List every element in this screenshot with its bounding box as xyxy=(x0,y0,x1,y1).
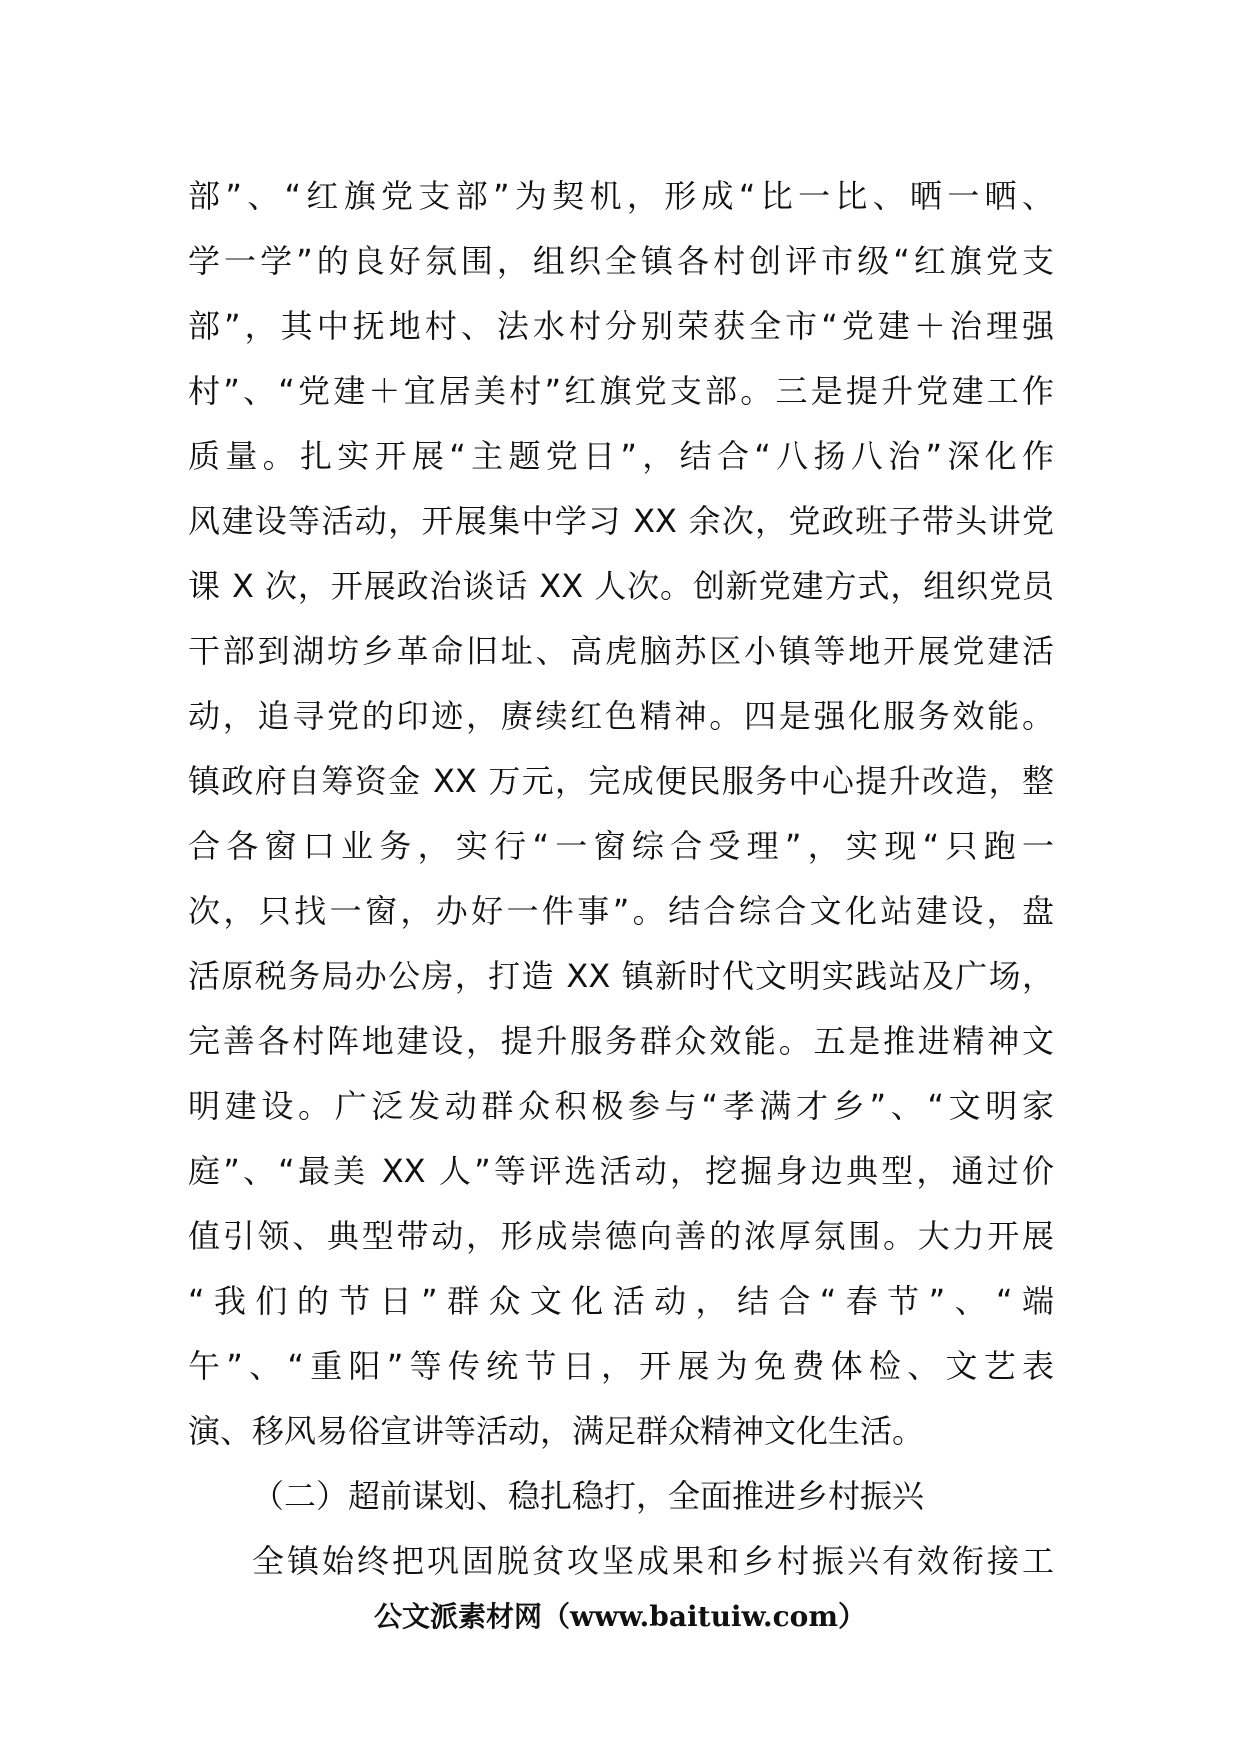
text-line: “我们的节日”群众文化活动，结合“春节”、“端 xyxy=(188,1282,1054,1320)
text-line: 值引领、典型带动，形成崇德向善的浓厚氛围。大力开展 xyxy=(188,1217,1054,1255)
footer-watermark: 公文派素材网（www.baituiw.com） xyxy=(374,1600,866,1633)
text-line: 完善各村阵地建设，提升服务群众效能。五是推进精神文 xyxy=(188,1022,1054,1060)
paragraph-start-line: 全镇始终把巩固脱贫攻坚成果和乡村振兴有效衔接工 xyxy=(252,1542,1054,1580)
text-line: 部”，其中抚地村、法水村分别荣获全市“党建＋治理强 xyxy=(188,307,1054,345)
text-line: 质量。扎实开展“主题党日”，结合“八扬八治”深化作 xyxy=(188,437,1054,475)
text-line: 课 X 次，开展政治谈话 XX 人次。创新党建方式，组织党员 xyxy=(188,567,1054,605)
text-line: 村”、“党建＋宜居美村”红旗党支部。三是提升党建工作 xyxy=(188,372,1054,410)
text-line: 明建设。广泛发动群众积极参与“孝满才乡”、“文明家 xyxy=(188,1087,1054,1125)
section-heading: （二）超前谋划、稳扎稳打，全面推进乡村振兴 xyxy=(252,1477,925,1515)
text-line: 动，追寻党的印迹，赓续红色精神。四是强化服务效能。 xyxy=(188,697,1054,735)
text-line: 学一学”的良好氛围，组织全镇各村创评市级“红旗党支 xyxy=(188,242,1054,280)
text-line: 庭”、“最美 XX 人”等评选活动，挖掘身边典型，通过价 xyxy=(188,1152,1054,1190)
text-line: 干部到湖坊乡革命旧址、高虎脑苏区小镇等地开展党建活 xyxy=(188,632,1054,670)
document-body xyxy=(188,164,1054,1594)
text-line: 部”、“红旗党支部”为契机，形成“比一比、晒一晒、 xyxy=(188,177,1054,215)
text-line: 镇政府自筹资金 XX 万元，完成便民服务中心提升改造，整 xyxy=(188,762,1054,800)
text-line: 次，只找一窗，办好一件事”。结合综合文化站建设，盘 xyxy=(188,892,1054,930)
text-line: 午”、“重阳”等传统节日，开展为免费体检、文艺表 xyxy=(188,1347,1054,1385)
text-line: 演、移风易俗宣讲等活动，满足群众精神文化生活。 xyxy=(188,1412,925,1450)
text-line: 活原税务局办公房，打造 XX 镇新时代文明实践站及广场， xyxy=(188,957,1054,995)
text-line: 合各窗口业务，实行“一窗综合受理”，实现“只跑一 xyxy=(188,827,1054,865)
text-line: 风建设等活动，开展集中学习 XX 余次，党政班子带头讲党 xyxy=(188,502,1054,540)
